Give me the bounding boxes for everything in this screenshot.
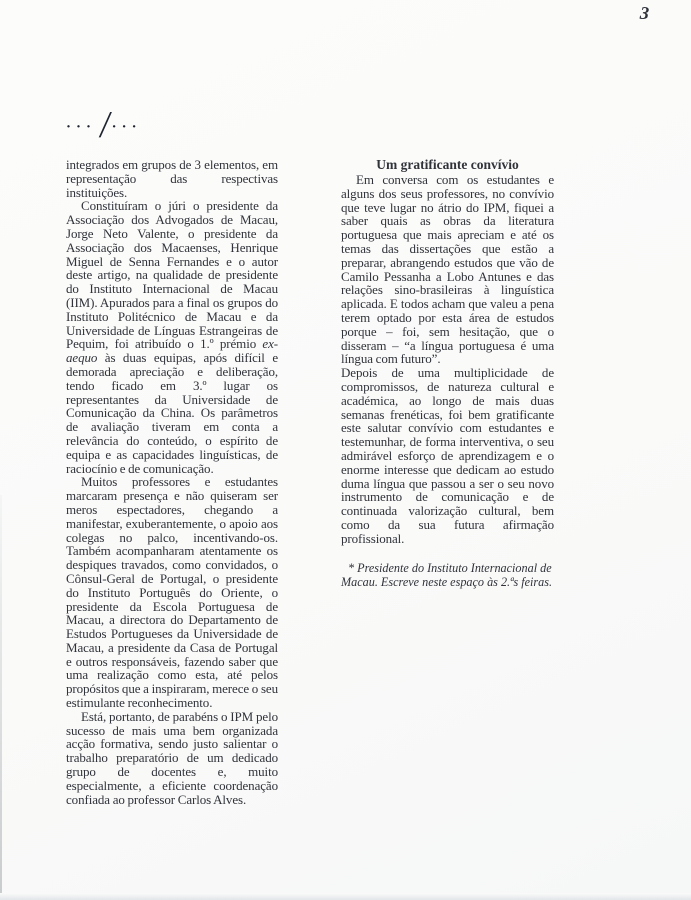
scan-edge-left <box>0 495 2 900</box>
paragraph: Em conversa com os estudantes e alguns dos seus professores, no convívio que teve lugar no átrio do IPM, fiquei a saber quais as obras da literatura portuguesa que mais apreciam e até os temas das dissertações que estão a preparar, abrangendo estudos que vão de Camilo Pessanha a Lobo Antunes e das relações sino-brasileiras à linguística aplicada. E todos acham que valeu a pena terem optado por esta área de estudos porque – foi, sem hesitação, que o disseram – “a língua portuguesa é uma língua com futuro”. <box>341 172 554 367</box>
continuation-mark <box>66 106 142 144</box>
right-column-paragraphs <box>341 173 554 546</box>
paragraph: integrados em grupos de 3 elementos, em representação das respectivas instituições. <box>66 157 278 200</box>
right-text-column <box>341 158 554 590</box>
author-footnote: * Presidente do Instituto Internacional de Macau. Escreve neste espaço às 2.ªs feiras. <box>341 560 553 590</box>
section-heading: Um gratificante convívio <box>376 157 519 172</box>
continuation-dots-left: ··· <box>66 118 97 135</box>
page-number: 3 <box>639 2 650 24</box>
scan-edge-bottom <box>0 893 691 900</box>
paragraph: Constituíram o júri o presidente da Associação dos Advogados de Macau, Jorge Neto Valente, o presidente da Associação dos Macaenses, Henrique Miguel de Senna Fernandes e o autor deste artigo, na qualidade de presidente do Instituto Internacional de Macau (IIM). Apurados para a final os grupos do Instituto Politécnico de Macau e da Universidade de Línguas Estrangeiras de Pequim, foi atribuído o 1.º prémio ex-aequo às duas equipas, após difícil e demorada apreciação e deliberação, tendo ficado em 3.º lugar os representantes da Universidade de Comunicação da China. Os parâmetros de avaliação tiveram em conta a relevância do conteúdo, o espírito de equipa e as capacidades linguísticas, de raciocínio e de comunicação. <box>66 198 278 476</box>
paragraph: Depois de uma multiplicidade de compromissos, de natureza cultural e académica, ao longo de mais duas semanas frenéticas, foi bem gratificante este salutar convívio com estudantes e testemunhar, de forma interventiva, o seu admirável esforço de aprendizagem e o enorme interesse que dedicam ao estudo duma língua que passou a ser o seu novo instrumento de comunicação e de continuada valorização cultural, bem como da sua futura afirmação profissional. <box>341 365 554 546</box>
left-text-column <box>66 158 278 806</box>
continuation-slash: / <box>97 104 113 146</box>
paragraph: Está, portanto, de parabéns o IPM pelo sucesso de mais uma bem organizada acção formativa, sendo justo salientar o trabalho preparatório de um dedicado grupo de docentes e, muito especialmente, a eficiente coordenação confiada ao professor Carlos Alves. <box>66 708 278 807</box>
continuation-dots-right: ··· <box>111 118 142 135</box>
paragraph: Muitos professores e estudantes marcaram presença e não quiseram ser meros espectadores, chegando a manifestar, exuberantemente, o apoio aos colegas no palco, incentivando-os. Também acompanharam atentamente os despiques travados, como convidados, o Cônsul-Geral de Portugal, o presidente do Instituto Português do Oriente, o presidente da Escola Portuguesa de Macau, a directora do Departamento de Estudos Portugueses da Universidade de Macau, a presidente da Casa de Portugal e outros responsáveis, fazendo saber que uma realização como esta, até pelos propósitos que a inspiraram, merece o seu estimulante reconhecimento. <box>66 474 278 711</box>
